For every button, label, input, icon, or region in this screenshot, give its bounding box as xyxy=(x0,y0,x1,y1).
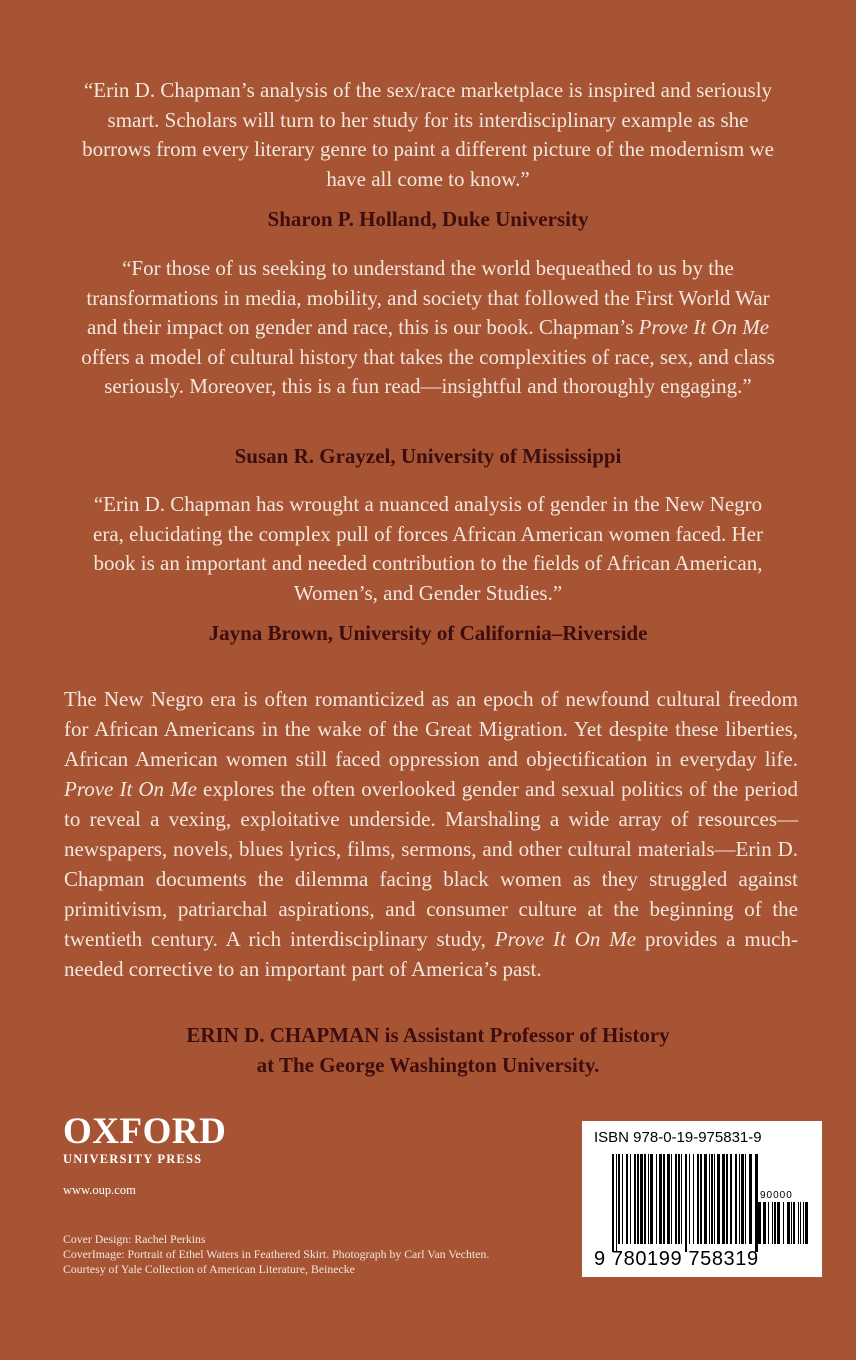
barcode-bar xyxy=(741,1154,744,1244)
blurb-1-quote: “Erin D. Chapman’s analysis of the sex/race marketplace is inspired and seriously smart. Scholars will turn to her study for its interdisciplinary example as she borrows from every literary genre to paint a different picture of the modernism we have all come to know.” xyxy=(82,78,774,191)
barcode-bar xyxy=(667,1154,670,1244)
barcode-bar xyxy=(800,1202,801,1244)
barcode-bar xyxy=(768,1202,769,1244)
barcode-bar xyxy=(798,1202,799,1244)
barcode-bar xyxy=(618,1154,620,1244)
barcode-bar xyxy=(758,1202,761,1244)
cover-credits xyxy=(63,1232,503,1277)
barcode-bar xyxy=(644,1154,646,1244)
barcode-bar xyxy=(612,1154,614,1252)
barcode-bar xyxy=(626,1154,628,1244)
description-text-2: explores the often overlooked gender and sexual politics of the period to reveal a vexing, exploitative underside. Marshaling a wide array of resources—newspapers, novels, blues lyrics, films, sermons, and other cultural materials—Erin D. Chapman documents the dilemma facing black women as they struggled against primitivism, patriarchal aspirations, and consumer culture at the beginning of the twentieth century. A rich interdisciplinary study, xyxy=(64,777,798,951)
barcode-bar xyxy=(772,1202,773,1244)
barcode-bar xyxy=(793,1202,795,1244)
description-book-title-2: Prove It On Me xyxy=(494,927,637,951)
isbn-digits: 9 780199 758319 xyxy=(594,1248,759,1270)
barcode-bar xyxy=(711,1154,713,1244)
barcode-bar xyxy=(704,1154,707,1244)
barcode-bar xyxy=(634,1154,636,1244)
barcode-bar xyxy=(735,1154,737,1244)
publisher-name: OXFORD xyxy=(63,1111,227,1152)
author-bio-line-2: at The George Washington University. xyxy=(256,1053,600,1077)
blurb-3-quote: “Erin D. Chapman has wrought a nuanced analysis of gender in the New Negro era, elucidating the complex pull of forces African American women faced. Her book is an important and needed contribution to the fields of African American, Women’s, and Gender Studies.” xyxy=(93,492,763,605)
barcode-bar xyxy=(730,1154,732,1244)
description-book-title-1: Prove It On Me xyxy=(64,777,197,801)
barcode-bar xyxy=(663,1154,665,1244)
author-bio-line-1: ERIN D. CHAPMAN is Assistant Professor of History xyxy=(186,1023,670,1047)
barcode-bar xyxy=(763,1202,766,1244)
barcode-bar xyxy=(722,1154,725,1244)
barcode-bar xyxy=(681,1154,682,1244)
cover-image-credit: CoverImage: Portrait of Ethel Waters in Feathered Skirt. Photograph by Carl Van Vechten. Courtesy of Yale Collection of American Literature, Beinecke xyxy=(63,1247,490,1276)
barcode-bar xyxy=(675,1154,677,1244)
barcode-bar xyxy=(700,1154,702,1244)
author-bio xyxy=(80,1020,776,1080)
barcode-bar xyxy=(726,1154,728,1244)
barcode-bar xyxy=(689,1154,690,1244)
barcode-bar xyxy=(739,1154,740,1244)
barcode-bar xyxy=(622,1154,623,1244)
barcode-bar xyxy=(640,1154,643,1244)
barcode-bar xyxy=(805,1202,808,1244)
blurb-1-attribution: Sharon P. Holland, Duke University xyxy=(267,207,589,231)
barcode-bar xyxy=(671,1154,672,1244)
publisher-url[interactable]: www.oup.com xyxy=(63,1183,136,1197)
barcode-bar xyxy=(678,1154,680,1244)
barcode-bar xyxy=(774,1202,776,1244)
barcode-bar xyxy=(637,1154,639,1244)
price-code: 90000 xyxy=(760,1190,793,1201)
barcode-bar xyxy=(697,1154,699,1244)
barcode-bars xyxy=(612,1154,758,1252)
description-text-3: provides a much-needed corrective to an important part of America’s past. xyxy=(64,927,798,981)
barcode-bar xyxy=(717,1154,720,1244)
blurb-2-quote xyxy=(80,254,776,402)
barcode-bar xyxy=(787,1202,790,1244)
barcode-bar xyxy=(783,1202,784,1244)
barcode-bar xyxy=(685,1154,687,1252)
isbn-label: ISBN 978-0-19-975831-9 xyxy=(594,1129,762,1146)
barcode-bar xyxy=(656,1154,657,1244)
book-description xyxy=(64,684,798,984)
barcode-bar xyxy=(777,1202,780,1244)
publisher-subtitle: UNIVERSITY PRESS xyxy=(63,1152,203,1166)
description-text-1: The New Negro era is often romanticized as an epoch of newfound cultural freedom for African Americans in the wake of the Great Migration. Yet despite these liberties, African American women still faced oppression and objectification in everyday life. xyxy=(64,687,798,771)
blurb-2-attribution: Susan R. Grayzel, University of Mississippi xyxy=(234,444,622,468)
blurb-2-quote-post: offers a model of cultural history that takes the complexities of race, sex, and class seriously. Moreover, this is a fun read—insightful and thoroughly engaging.” xyxy=(81,344,775,398)
barcode-bar xyxy=(709,1154,710,1244)
barcode-bar xyxy=(650,1154,653,1244)
cover-design-credit: Cover Design: Rachel Perkins xyxy=(63,1232,206,1246)
blurb-2-book-title: Prove It On Me xyxy=(638,315,770,339)
barcode-bar xyxy=(745,1154,746,1244)
price-barcode-bars xyxy=(758,1202,810,1252)
barcode-bar xyxy=(803,1202,804,1244)
barcode-bar xyxy=(648,1154,649,1244)
barcode-bar xyxy=(749,1154,752,1244)
isbn-barcode xyxy=(582,1121,822,1277)
publisher-logo xyxy=(63,1111,227,1167)
blurb-2-quote-pre: “For those of us seeking to understand the world bequeathed to us by the transformations in media, mobility, and society that followed the First World War and their impact on gender and race, this is our book. Chapman’s xyxy=(86,256,770,339)
blurb-3-attribution: Jayna Brown, University of California–Riverside xyxy=(208,621,648,645)
barcode-bar xyxy=(630,1154,631,1244)
barcode-bar xyxy=(693,1154,694,1244)
barcode-bar xyxy=(616,1154,617,1252)
barcode-bar xyxy=(659,1154,662,1244)
barcode-bar xyxy=(791,1202,792,1244)
barcode-bar xyxy=(714,1154,715,1244)
